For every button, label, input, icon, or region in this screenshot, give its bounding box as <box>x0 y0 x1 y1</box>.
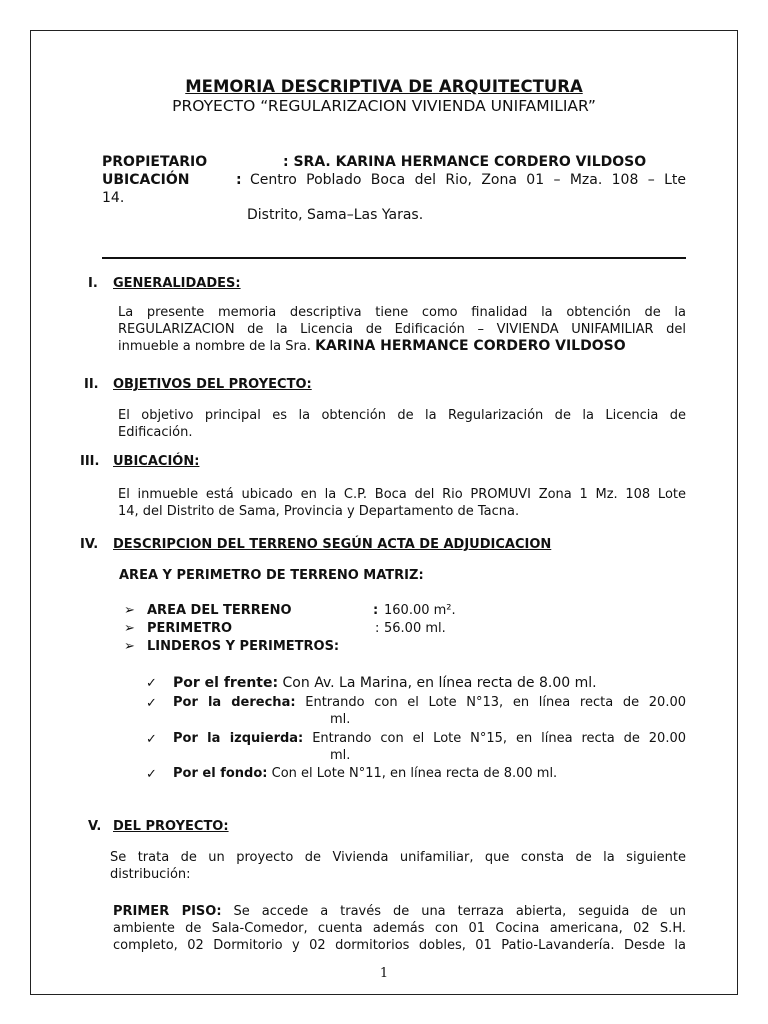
boundary-left-wrap: ml. <box>330 748 351 763</box>
section-5-number: V. <box>88 819 102 834</box>
boundary-right-wrap: ml. <box>330 712 351 727</box>
area-value: 160.00 m². <box>384 603 456 618</box>
area-colon: : <box>373 603 379 618</box>
section-2-paragraph: El objetivo principal es la obtención de la Regularización de la Licencia de Edificación. <box>118 408 686 440</box>
section-3-title: UBICACIÓN: <box>113 454 200 469</box>
boundary-front: Por el frente: Con Av. La Marina, en línea recta de 8.00 ml. <box>173 675 597 691</box>
check-icon: ✓ <box>146 767 157 782</box>
boundaries-label: LINDEROS Y PERIMETROS: <box>147 639 340 654</box>
section-5-paragraph: Se trata de un proyecto de Vivienda unifamiliar, que consta de la siguiente distribución: <box>110 850 686 882</box>
section-5-title: DEL PROYECTO: <box>113 819 229 834</box>
section-1-title: GENERALIDADES: <box>113 276 241 291</box>
section-1-paragraph: La presente memoria descriptiva tiene como finalidad la obtención de la REGULARIZACION de la Licencia de Edificación – VIVIENDA UNIFAMILIAR del inmueble a nombre de la Sra. KARINA HERMANCE CORDERO VILDOSO <box>118 305 686 354</box>
terrain-subheading: AREA Y PERIMETRO DE TERRENO MATRIZ: <box>119 568 424 583</box>
location-line2: Distrito, Sama–Las Yaras. <box>247 207 424 223</box>
perimeter-label: PERIMETRO <box>147 621 233 636</box>
location-wrap: 14. <box>102 190 125 206</box>
perimeter-colon: : <box>375 621 380 636</box>
area-label: AREA DEL TERRENO <box>147 603 292 618</box>
arrow-bullet-icon: ➢ <box>124 639 135 654</box>
header-divider <box>102 257 686 259</box>
section-2-title: OBJETIVOS DEL PROYECTO: <box>113 377 312 392</box>
document-title: MEMORIA DESCRIPTIVA DE ARQUITECTURA <box>185 77 583 96</box>
arrow-bullet-icon: ➢ <box>124 621 135 636</box>
section-2-number: II. <box>84 377 99 392</box>
first-floor-paragraph: PRIMER PISO: Se accede a través de una terraza abierta, seguida de un ambiente de Sala-Comedor, cuenta además con 01 Cocina americana, 02 S.H. completo, 02 Dormitorio y 02 dormitorios dobles, 01 Patio-Lavandería. Desde la <box>113 904 686 953</box>
owner-name-emphasis: KARINA HERMANCE CORDERO VILDOSO <box>315 338 626 354</box>
location-label: UBICACIÓN <box>102 172 190 188</box>
document-subtitle: PROYECTO “REGULARIZACION VIVIENDA UNIFAMILIAR” <box>172 97 596 115</box>
owner-label: PROPIETARIO <box>102 154 208 170</box>
section-1-number: I. <box>88 276 98 291</box>
check-icon: ✓ <box>146 696 157 711</box>
location-line1: Centro Poblado Boca del Rio, Zona 01 – Mza. 108 – Lte <box>250 172 686 188</box>
check-icon: ✓ <box>146 732 157 747</box>
section-3-number: III. <box>80 454 100 469</box>
page-number: 1 <box>379 966 389 981</box>
section-4-title: DESCRIPCION DEL TERRENO SEGÚN ACTA DE ADJUDICACION <box>113 537 552 552</box>
boundary-back: Por el fondo: Con el Lote N°11, en línea recta de 8.00 ml. <box>173 766 558 781</box>
section-3-paragraph: El inmueble está ubicado en la C.P. Boca del Rio PROMUVI Zona 1 Mz. 108 Lote 14, del Distrito de Sama, Provincia y Departamento de Tacna. <box>118 487 686 519</box>
boundary-left: Por la izquierda: Entrando con el Lote N°15, en línea recta de 20.00 <box>173 731 687 746</box>
owner-value: : SRA. KARINA HERMANCE CORDERO VILDOSO <box>283 154 647 170</box>
arrow-bullet-icon: ➢ <box>124 603 135 618</box>
location-colon: : <box>236 172 242 188</box>
check-icon: ✓ <box>146 676 157 691</box>
section-4-number: IV. <box>80 537 99 552</box>
boundary-right: Por la derecha: Entrando con el Lote N°13, en línea recta de 20.00 <box>173 695 686 710</box>
perimeter-value: 56.00 ml. <box>384 621 446 636</box>
